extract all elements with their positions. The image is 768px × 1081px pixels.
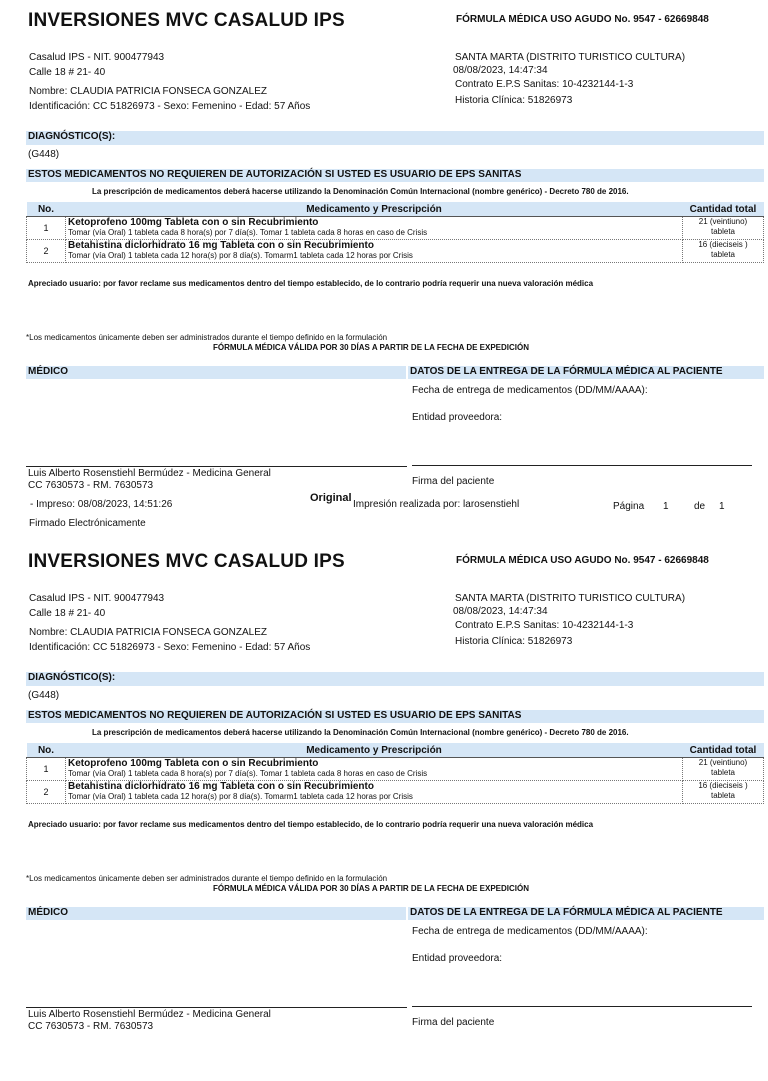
- formula-number: FÓRMULA MÉDICA USO AGUDO No. 9547 - 62669848: [456, 555, 709, 566]
- prescription-copy: [0, 0, 768, 540]
- table-header-row: [27, 202, 764, 217]
- prescription-notice: La prescripción de medicamentos deberá hacerse utilizando la Denominación Común Internacional (nombre genérico) - Decreto 780 de 2016.: [92, 187, 629, 196]
- quantity-cell: [683, 217, 764, 240]
- column-header: Medicamento y Prescripción: [66, 202, 683, 217]
- medication-name: Betahistina diclorhidrato 16 mg Tableta con o sin Recubrimiento: [68, 240, 374, 251]
- provider-address: Calle 18 # 21- 40: [29, 67, 106, 78]
- city: SANTA MARTA (DISTRITO TURISTICO CULTURA): [455, 52, 686, 63]
- quantity-value: 21 (veintiuno): [698, 217, 748, 226]
- patient-name: Nombre: CLAUDIA PATRICIA FONSECA GONZALEZ: [29, 86, 268, 97]
- quantity-cell: [683, 240, 764, 263]
- doctor-credentials: CC 7630573 - RM. 7630573: [28, 480, 154, 491]
- validity-notice: FÓRMULA MÉDICA VÁLIDA POR 30 DÍAS A PARTIR DE LA FECHA DE EXPEDICIÓN: [213, 884, 530, 893]
- page-total: 1: [719, 501, 725, 512]
- validity-notice: FÓRMULA MÉDICA VÁLIDA POR 30 DÍAS A PARTIR DE LA FECHA DE EXPEDICIÓN: [213, 343, 530, 352]
- table-row: [27, 240, 764, 263]
- patient-identification: Identificación: CC 51826973 - Sexo: Femenino - Edad: 57 Años: [29, 101, 311, 112]
- column-header: Medicamento y Prescripción: [66, 743, 683, 758]
- medication-cell: [66, 240, 683, 263]
- medication-dose: Tomar (vía Oral) 1 tableta cada 12 hora(s) por 8 día(s). Tomarm1 tableta cada 12 horas por Crisis: [68, 251, 413, 260]
- prescription-notice: La prescripción de medicamentos deberá hacerse utilizando la Denominación Común Internacional (nombre genérico) - Decreto 780 de 2016.: [92, 728, 629, 737]
- provider-nit: Casalud IPS - NIT. 900477943: [29, 593, 165, 604]
- eps-contract: Contrato E.P.S Sanitas: 10-4232144-1-3: [455, 620, 634, 631]
- patient-signature-line: [412, 465, 752, 466]
- medication-name: Ketoprofeno 100mg Tableta con o sin Recubrimiento: [68, 217, 319, 228]
- provider-entity-label: Entidad proveedora:: [412, 412, 503, 423]
- formula-number: FÓRMULA MÉDICA USO AGUDO No. 9547 - 62669848: [456, 14, 709, 25]
- medication-cell: [66, 217, 683, 240]
- provider-entity-label: Entidad proveedora:: [412, 953, 503, 964]
- page-current: 1: [663, 501, 669, 512]
- issue-datetime: 08/08/2023, 14:47:34: [453, 606, 548, 617]
- diagnosis-label: DIAGNÓSTICO(S):: [26, 131, 764, 145]
- row-number: 1: [27, 758, 66, 781]
- clinical-history: Historia Clínica: 51826973: [455, 636, 573, 647]
- clinical-history: Historia Clínica: 51826973: [455, 95, 573, 106]
- quantity-value: 21 (veintiuno): [698, 758, 748, 767]
- table-row: [27, 758, 764, 781]
- doctor-name: Luis Alberto Rosenstiehl Bermúdez - Medicina General: [28, 468, 271, 479]
- medication-cell: [66, 781, 683, 804]
- diagnosis-label: DIAGNÓSTICO(S):: [26, 672, 764, 686]
- patient-name: Nombre: CLAUDIA PATRICIA FONSECA GONZALEZ: [29, 627, 268, 638]
- delivery-date-label: Fecha de entrega de medicamentos (DD/MM/AAAA):: [412, 926, 648, 937]
- quantity-cell: [683, 758, 764, 781]
- column-header: Cantidad total: [683, 202, 764, 217]
- medication-dose: Tomar (vía Oral) 1 tableta cada 12 hora(s) por 8 día(s). Tomarm1 tableta cada 12 horas por Crisis: [68, 792, 413, 801]
- medication-name: Ketoprofeno 100mg Tableta con o sin Recubrimiento: [68, 758, 319, 769]
- patient-signature-line: [412, 1006, 752, 1007]
- issue-datetime: 08/08/2023, 14:47:34: [453, 65, 548, 76]
- printed-by: Impresión realizada por: larosenstiehl: [353, 499, 520, 510]
- medications-table: [26, 743, 764, 804]
- delivery-date-label: Fecha de entrega de medicamentos (DD/MM/AAAA):: [412, 385, 648, 396]
- doctor-section: MÉDICO: [26, 907, 406, 920]
- medication-name: Betahistina diclorhidrato 16 mg Tableta con o sin Recubrimiento: [68, 781, 374, 792]
- medication-dose: Tomar (vía Oral) 1 tableta cada 8 hora(s) por 7 día(s). Tomar 1 tableta cada 8 horas en caso de Crisis: [68, 769, 428, 778]
- doctor-signature-line: [26, 1007, 407, 1008]
- medication-cell: [66, 758, 683, 781]
- column-header: No.: [27, 202, 66, 217]
- authorization-notice: ESTOS MEDICAMENTOS NO REQUIEREN DE AUTORIZACIÓN SI USTED ES USUARIO DE EPS SANITAS: [26, 169, 764, 182]
- patient-signature-label: Firma del paciente: [412, 476, 495, 487]
- administration-note: *Los medicamentos únicamente deben ser administrados durante el tiempo definido en la formulación: [26, 333, 388, 342]
- delivery-section: DATOS DE LA ENTREGA DE LA FÓRMULA MÉDICA AL PACIENTE: [408, 366, 764, 379]
- medication-dose: Tomar (vía Oral) 1 tableta cada 8 hora(s) por 7 día(s). Tomar 1 tableta cada 8 horas en caso de Crisis: [68, 228, 428, 237]
- provider-nit: Casalud IPS - NIT. 900477943: [29, 52, 165, 63]
- quantity-cell: [683, 781, 764, 804]
- patient-identification: Identificación: CC 51826973 - Sexo: Femenino - Edad: 57 Años: [29, 642, 311, 653]
- prescription-copy: [0, 541, 768, 1081]
- column-header: Cantidad total: [683, 743, 764, 758]
- row-number: 2: [27, 240, 66, 263]
- diagnosis-code: (G448): [28, 690, 60, 701]
- column-header: No.: [27, 743, 66, 758]
- row-number: 2: [27, 781, 66, 804]
- patient-signature-label: Firma del paciente: [412, 1017, 495, 1028]
- doctor-section: MÉDICO: [26, 366, 406, 379]
- authorization-notice: ESTOS MEDICAMENTOS NO REQUIEREN DE AUTORIZACIÓN SI USTED ES USUARIO DE EPS SANITAS: [26, 710, 764, 723]
- e-signed-note: Firmado Electrónicamente: [29, 518, 146, 529]
- quantity-unit: tableta: [710, 250, 736, 259]
- print-datetime: - Impreso: 08/08/2023, 14:51:26: [30, 499, 173, 510]
- quantity-unit: tableta: [710, 227, 736, 236]
- doctor-name: Luis Alberto Rosenstiehl Bermúdez - Medicina General: [28, 1009, 271, 1020]
- eps-contract: Contrato E.P.S Sanitas: 10-4232144-1-3: [455, 79, 634, 90]
- administration-note: *Los medicamentos únicamente deben ser administrados durante el tiempo definido en la formulación: [26, 874, 388, 883]
- table-row: [27, 217, 764, 240]
- quantity-unit: tableta: [710, 768, 736, 777]
- original-label: Original: [310, 492, 352, 504]
- city: SANTA MARTA (DISTRITO TURISTICO CULTURA): [455, 593, 686, 604]
- row-number: 1: [27, 217, 66, 240]
- doctor-signature-line: [26, 466, 407, 467]
- diagnosis-code: (G448): [28, 149, 60, 160]
- quantity-value: 16 (dieciseis ): [698, 240, 748, 249]
- delivery-section: DATOS DE LA ENTREGA DE LA FÓRMULA MÉDICA AL PACIENTE: [408, 907, 764, 920]
- page-label: Página: [613, 501, 645, 512]
- quantity-value: 16 (dieciseis ): [698, 781, 748, 790]
- clinic-title: INVERSIONES MVC CASALUD IPS: [28, 551, 345, 572]
- table-header-row: [27, 743, 764, 758]
- user-advisory: Apreciado usuario: por favor reclame sus medicamentos dentro del tiempo establecido, de lo contrario podría requerir una nueva valoración médica: [28, 279, 594, 288]
- quantity-unit: tableta: [710, 791, 736, 800]
- user-advisory: Apreciado usuario: por favor reclame sus medicamentos dentro del tiempo establecido, de lo contrario podría requerir una nueva valoración médica: [28, 820, 594, 829]
- page-of: de: [694, 501, 706, 512]
- provider-address: Calle 18 # 21- 40: [29, 608, 106, 619]
- medications-table: [26, 202, 764, 263]
- doctor-credentials: CC 7630573 - RM. 7630573: [28, 1021, 154, 1032]
- table-row: [27, 781, 764, 804]
- clinic-title: INVERSIONES MVC CASALUD IPS: [28, 10, 345, 31]
